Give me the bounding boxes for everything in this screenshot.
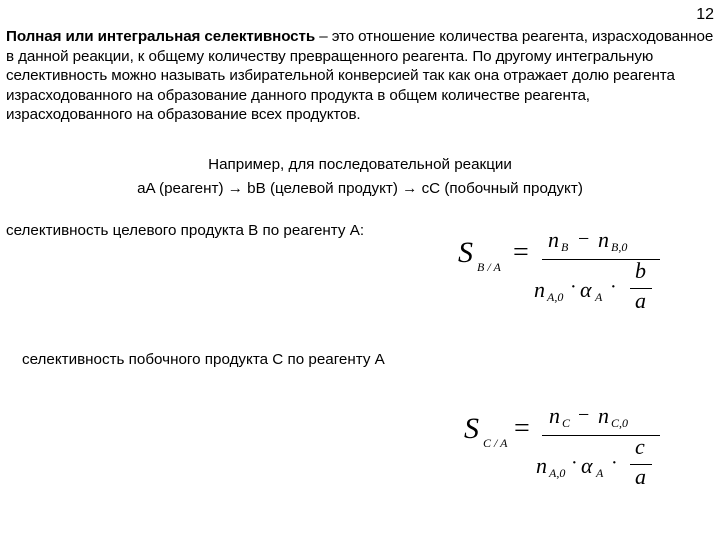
formula-b-alpha-sub: A [595,290,603,304]
formula-b-frac-den: a [635,288,646,313]
formula-b-eq: = [513,237,529,268]
formula-b-alpha: α [580,277,592,302]
formula-b-den-n-sub: A,0 [547,290,564,304]
formula-c-den-n-sub: A,0 [549,466,566,480]
reaction-arrow-2: → [402,180,418,197]
formula-c-dot-1: · [571,452,578,474]
formula-c-den-n: n [536,453,547,478]
example-intro: Например, для последовательной реакции [208,156,512,173]
definition-paragraph [6,27,714,125]
definition-dash: – [315,28,332,45]
formula-b-frac-num: b [635,258,646,283]
definition-term: Полная или интегральная селективность [6,28,316,45]
formula-selectivity-c [464,401,674,501]
formula-b-num-left-sub: B [561,240,569,254]
formula-c-minus: − [578,404,590,426]
formula-b-sub: B / A [477,260,501,274]
reaction-byproduct: cC (побочный продукт) [421,180,583,197]
formula-b-num-right-sub: B,0 [611,240,628,254]
formula-b-dot-2: · [610,276,617,298]
reaction-arrow-1: → [227,180,243,197]
formula-b-S: S [458,236,473,269]
selectivity-byproduct-label: селективность побочного продукта С по реагенту А [22,351,385,368]
formula-b-minus: − [578,228,590,250]
formula-c-S: S [464,412,479,445]
formula-c-alpha-sub: A [596,466,604,480]
formula-c-num-right: n [598,403,609,428]
formula-c-eq: = [514,413,530,444]
formula-c-alpha: α [581,453,593,478]
reaction-reactant: aA (реагент) [137,180,224,197]
definition-text: это отношение количества реагента, израсходованное в данной реакции, к общему количеству превращенного реагента. По другому интегральную селективность можно называть избирательной конверсией так как она отражает долю реагента израсходованного на образование данного продукта в общем количестве реагента, израсходованного на образование всех продуктов. [6,28,714,123]
formula-c-frac-den: a [635,464,646,489]
reaction-target: bB (целевой продукт) [247,180,398,197]
page-number: 12 [696,6,714,23]
formula-c-dot-2: · [611,452,618,474]
formula-c-frac-num: c [635,434,645,459]
formula-b-den-n: n [534,277,545,302]
formula-c-num-left-sub: C [562,416,571,430]
formula-b-num-left: n [548,227,559,252]
formula-c-num-right-sub: C,0 [611,416,629,430]
formula-b-num-right: n [598,227,609,252]
formula-c-num-left: n [549,403,560,428]
formula-b-dot-1: · [570,276,577,298]
formula-c-sub: C / A [483,436,508,450]
formula-selectivity-b [458,225,668,325]
reaction-equation [0,180,720,197]
selectivity-target-label: селективность целевого продукта В по реагенту А: [6,222,365,239]
